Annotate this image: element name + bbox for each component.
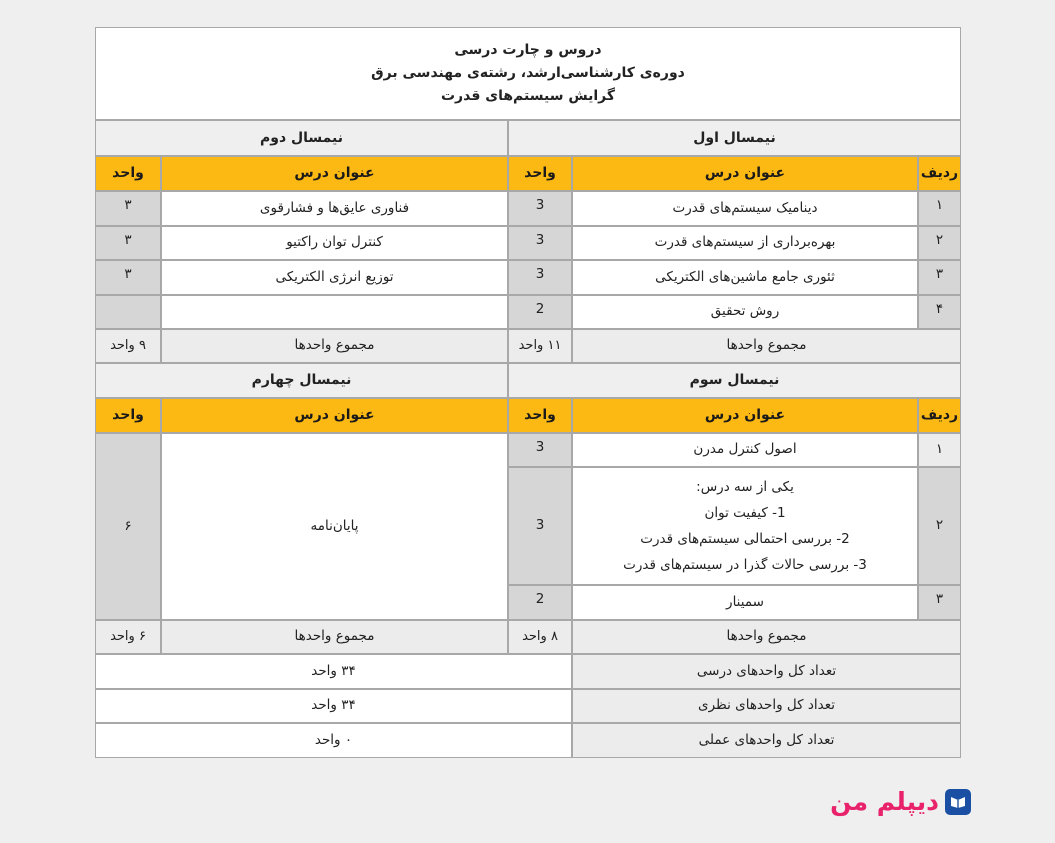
course-title: روش تحقیق (572, 295, 918, 329)
header-line-1: دروس و چارت درسی (454, 42, 602, 58)
course-unit: 3 (508, 433, 572, 467)
semester-1-total: ۱۱ واحد (508, 329, 572, 363)
col-unit-header: واحد (508, 156, 572, 191)
row-number: ۳ (918, 585, 961, 620)
brand-name: دیپلم من (830, 787, 939, 816)
course-unit: ۳ (95, 191, 161, 226)
brand-logo (830, 787, 971, 816)
course-title: دینامیک سیستم‌های قدرت (572, 191, 918, 226)
col-row-header: ردیف (918, 156, 961, 191)
course-title: سمینار (572, 585, 918, 620)
course-unit: ۳ (95, 226, 161, 260)
total-label: مجموع واحدها (572, 329, 961, 363)
course-unit: 2 (508, 295, 572, 329)
col-title-header: عنوان درس (572, 156, 918, 191)
summary-value: ۰ واحد (95, 723, 572, 758)
semester-1-title: نیمسال اول (508, 120, 961, 156)
semester-4-total: ۶ واحد (95, 620, 161, 654)
row-number: ۱ (918, 433, 961, 467)
row-number: ۲ (918, 226, 961, 260)
elective-option: 2- بررسی احتمالی سیستم‌های قدرت (640, 531, 850, 547)
total-label: مجموع واحدها (161, 620, 508, 654)
col-row-header: ردیف (918, 398, 961, 433)
course-unit: 3 (508, 467, 572, 585)
semester-3-total: ۸ واحد (508, 620, 572, 654)
semester-4-title: نیمسال چهارم (95, 363, 508, 398)
row-number: ۱ (918, 191, 961, 226)
elective-intro: یکی از سه درس: (696, 479, 794, 495)
elective-option: 3- بررسی حالات گذرا در سیستم‌های قدرت (623, 557, 867, 573)
total-label: مجموع واحدها (161, 329, 508, 363)
elective-course-cell (572, 467, 918, 585)
summary-label: تعداد کل واحدهای درسی (572, 654, 961, 689)
header-line-2: دوره‌ی کارشناسی‌ارشد، رشته‌ی مهندسی برق (371, 65, 685, 81)
row-number: ۳ (918, 260, 961, 295)
course-title: توزیع انرژی الکتریکی (161, 260, 508, 295)
col-title-header: عنوان درس (161, 156, 508, 191)
summary-value: ۳۴ واحد (95, 654, 572, 689)
course-unit: 2 (508, 585, 572, 620)
course-title: ثئوری جامع ماشین‌های الکتریکی (572, 260, 918, 295)
course-title (161, 295, 508, 329)
total-label: مجموع واحدها (572, 620, 961, 654)
semester-2-total: ۹ واحد (95, 329, 161, 363)
course-unit (95, 295, 161, 329)
course-title: اصول کنترل مدرن (572, 433, 918, 467)
row-number: ۴ (918, 295, 961, 329)
course-unit: 3 (508, 260, 572, 295)
course-unit: ۳ (95, 260, 161, 295)
col-unit-header: واحد (95, 156, 161, 191)
course-unit: 3 (508, 226, 572, 260)
col-unit-header: واحد (95, 398, 161, 433)
semester-3-title: نیمسال سوم (508, 363, 961, 398)
summary-label: تعداد کل واحدهای نظری (572, 689, 961, 723)
course-title: پایان‌نامه (161, 433, 508, 620)
col-unit-header: واحد (508, 398, 572, 433)
course-title: بهره‌برداری از سیستم‌های قدرت (572, 226, 918, 260)
row-number: ۲ (918, 467, 961, 585)
course-unit: ۶ (95, 433, 161, 620)
col-title-header: عنوان درس (161, 398, 508, 433)
document-header (95, 27, 961, 120)
col-title-header: عنوان درس (572, 398, 918, 433)
elective-option: 1- کیفیت توان (704, 505, 786, 521)
summary-label: تعداد کل واحدهای عملی (572, 723, 961, 758)
header-line-3: گرایش سیستم‌های قدرت (440, 88, 616, 104)
brand-icon (945, 789, 971, 815)
course-title: کنترل توان راکتیو (161, 226, 508, 260)
course-unit: 3 (508, 191, 572, 226)
course-title: فناوری عایق‌ها و فشارقوی (161, 191, 508, 226)
summary-value: ۳۴ واحد (95, 689, 572, 723)
semester-2-title: نیمسال دوم (95, 120, 508, 156)
